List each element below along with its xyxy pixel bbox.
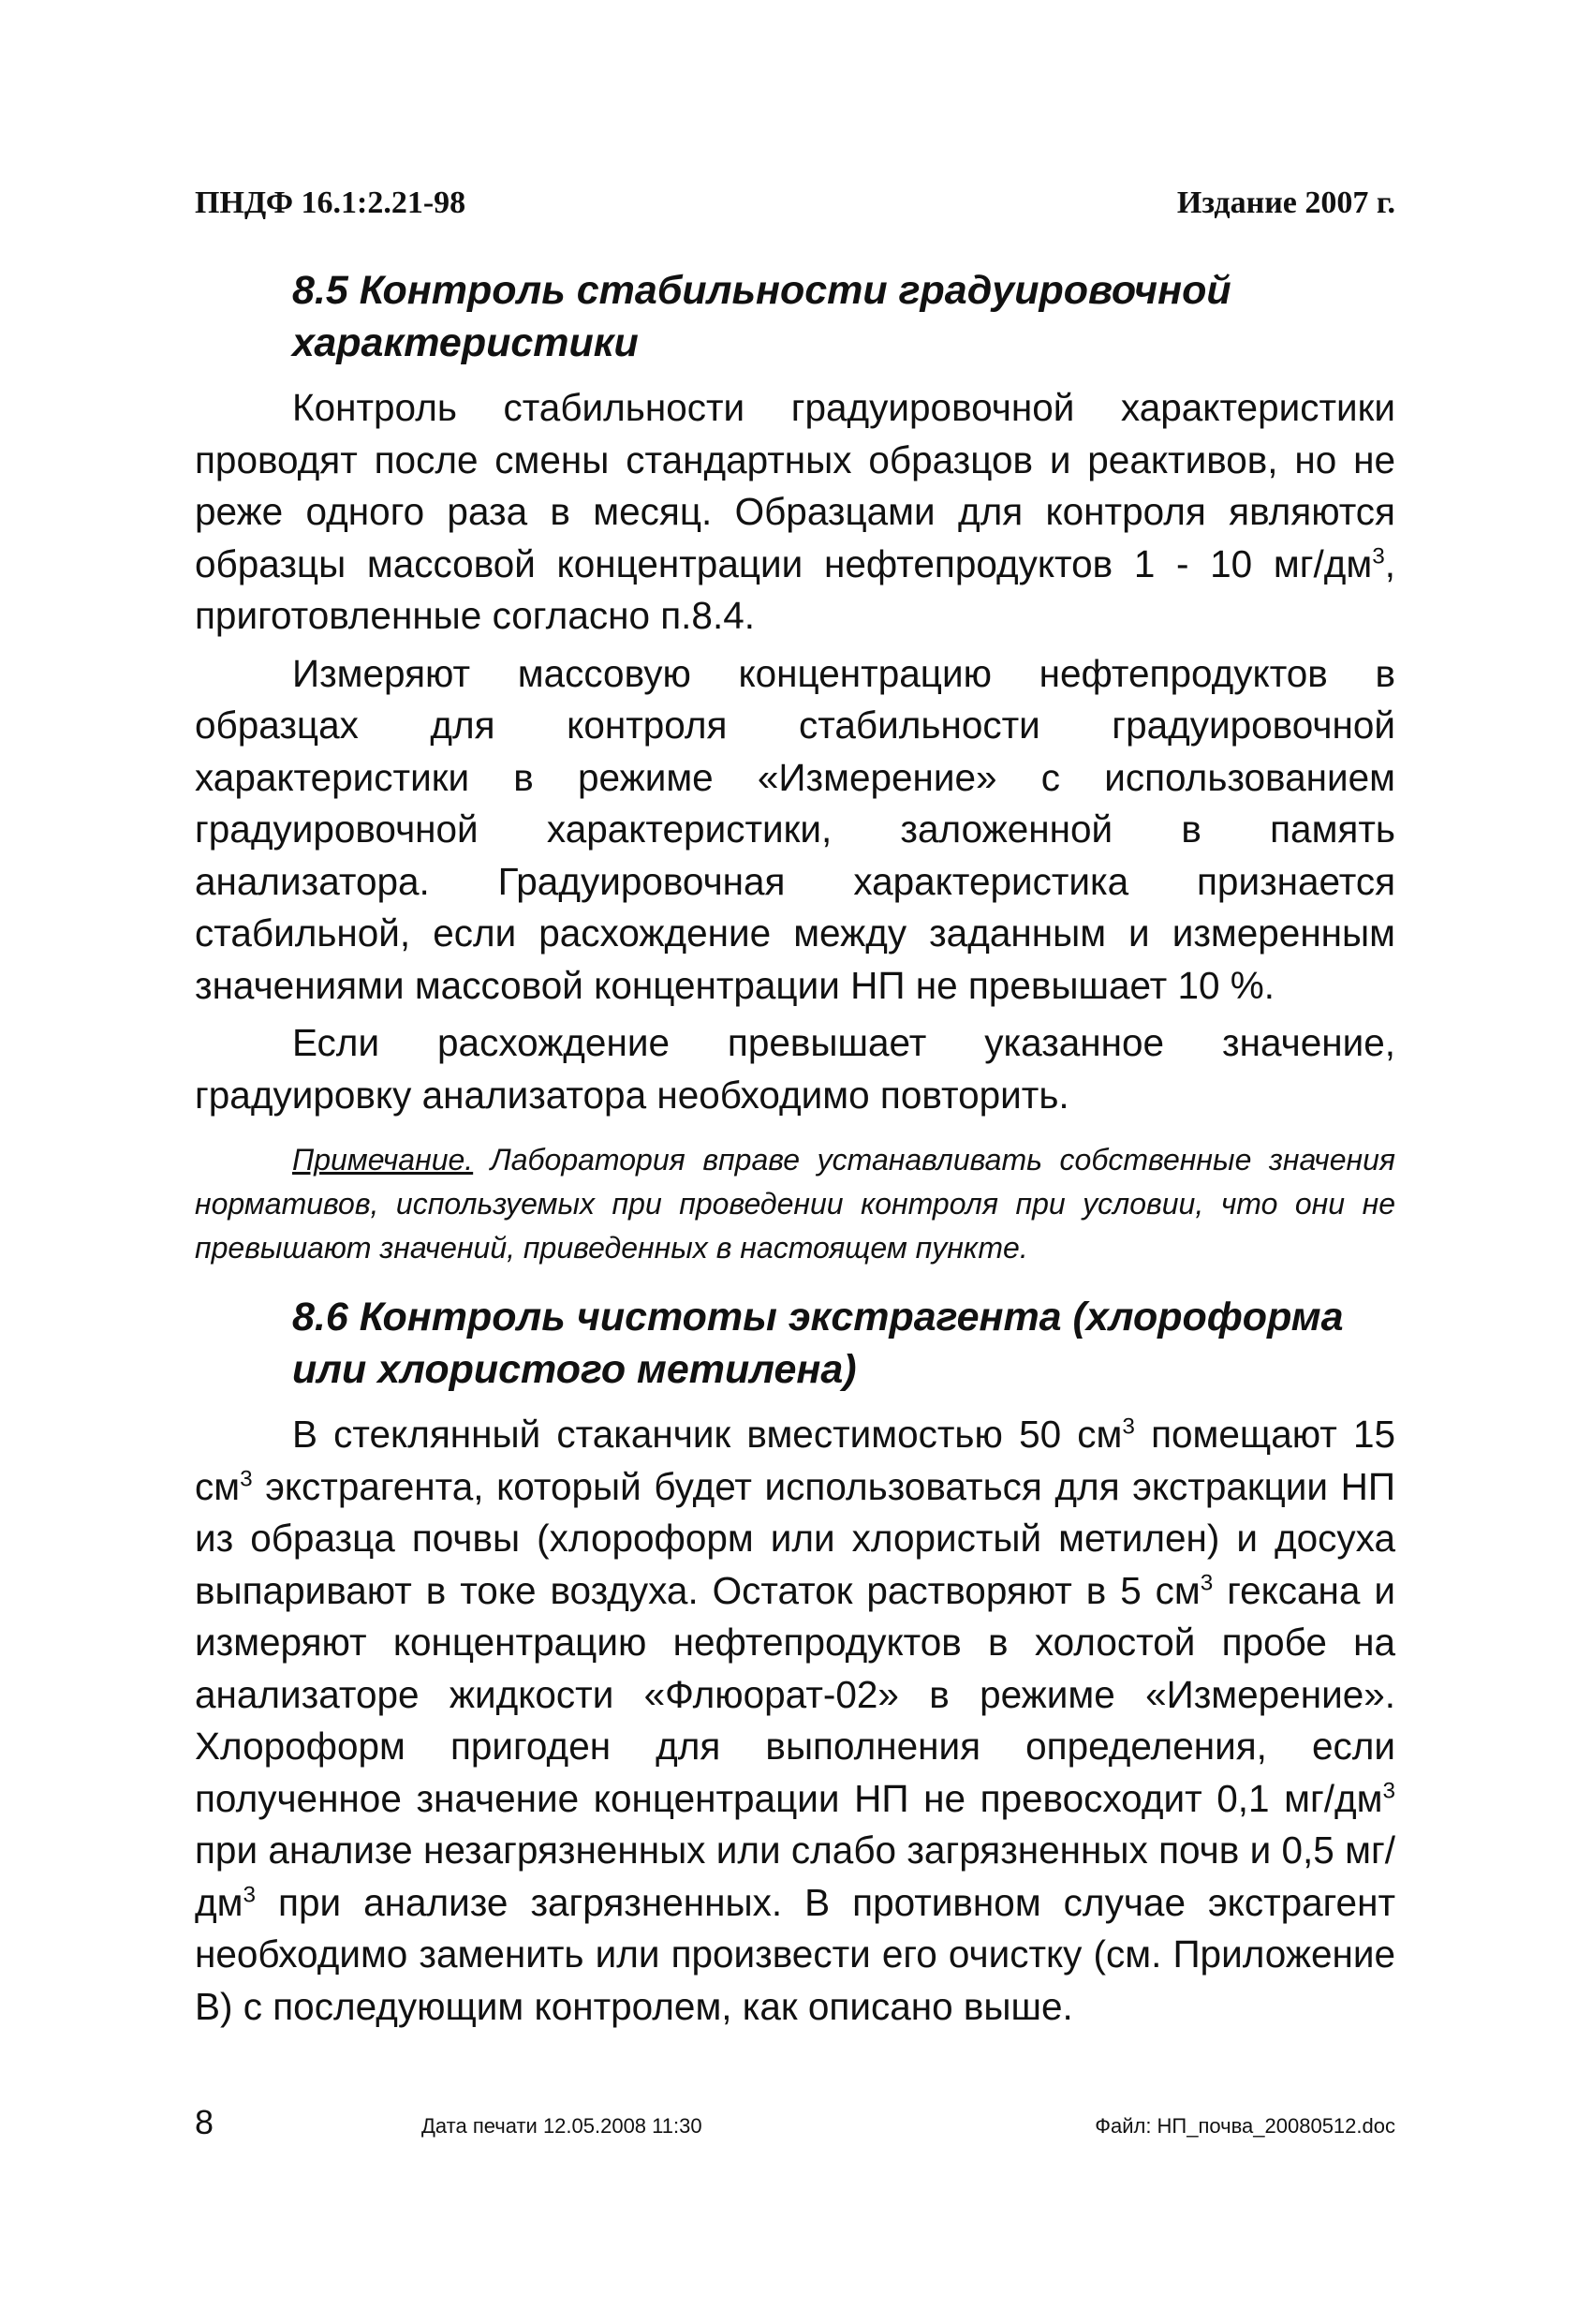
text-fragment: при анализе незагрязненных или слабо загрязненных почв и 0,5 мг/дм	[195, 1828, 1395, 1924]
section-8-5-paragraph-2: Измеряют массовую концентрацию нефтепродуктов в образцах для контроля стабильности градуировочной характеристики в режиме «Измерение» с использованием градуировочной характеристики, заложенной в память анализатора. Градуировочная характеристика признается стабильной, если расхождение между заданным и измеренным значениями массовой концентрации НП не превышает 10 %.	[195, 651, 1395, 1007]
text-fragment: , приготовленные согласно п.8.4.	[195, 541, 1395, 637]
superscript: 3	[1122, 1414, 1135, 1440]
text-fragment: Контроль стабильности градуировочной характеристики проводят после смены стандартных образцов и реактивов, но не реже одного раза в месяц. Образцами для контроля являются образцы массовой концентрации нефтепродуктов 1 - 10 мг/дм	[195, 386, 1395, 585]
print-date: Дата печати 12.05.2008 11:30	[421, 2114, 702, 2138]
page-number: 8	[195, 2103, 214, 2141]
text-fragment: экстрагента, который будет использоваться для экстракции НП из образца почвы (хлороформ или хлористый метилен) и досуха выпаривают в токе воздуха. Остаток растворяют в 5 см	[195, 1464, 1395, 1612]
edition-label: Издание 2007 г.	[1176, 185, 1395, 220]
section-8-5-note	[195, 1138, 1395, 1270]
section-8-5-heading: 8.5 Контроль стабильности градуировочной характеристики	[292, 268, 1231, 365]
text-fragment: В стеклянный стаканчик вместимостью 50 см	[292, 1413, 1123, 1456]
section-8-6-paragraph-1	[195, 1409, 1395, 2033]
section-8-5-paragraph-3: Если расхождение превышает указанное значение, градуировку анализатора необходимо повторить.	[195, 1021, 1395, 1117]
text-fragment: при анализе загрязненных. В противном случае экстрагент необходимо заменить или произвести его очистку (см. Приложение В) с последующим контролем, как описано выше.	[195, 1880, 1395, 2028]
document-code: ПНДФ 16.1:2.21-98	[195, 185, 466, 220]
page-footer	[195, 2103, 1395, 2146]
page-content	[195, 264, 1395, 2033]
superscript: 3	[1372, 543, 1385, 569]
section-8-5-paragraph-1	[195, 382, 1395, 643]
file-name: Файл: НП_почва_20080512.doc	[1095, 2114, 1395, 2138]
superscript: 3	[243, 1882, 256, 1907]
note-text: Лаборатория вправе устанавливать собственные значения нормативов, используемых при проведении контроля при условии, что они не превышают значений, приведенных в настоящем пункте.	[195, 1143, 1395, 1265]
superscript: 3	[240, 1466, 253, 1491]
superscript: 3	[1200, 1570, 1214, 1595]
text-fragment: помещают 15 см	[195, 1413, 1395, 1508]
section-8-6-heading: 8.6 Контроль чистоты экстрагента (хлороформа или хлористого метилена)	[292, 1295, 1344, 1392]
superscript: 3	[1382, 1778, 1395, 1803]
page-header	[195, 185, 1395, 221]
text-fragment: гексана и измеряют концентрацию нефтепродуктов в холостой пробе на анализаторе жидкости «Флюорат-02» в режиме «Измерение». Хлороформ пригоден для выполнения определения, если полученное значение концентрации НП не превосходит 0,1 мг/дм	[195, 1568, 1395, 1820]
note-label: Примечание.	[292, 1143, 474, 1177]
